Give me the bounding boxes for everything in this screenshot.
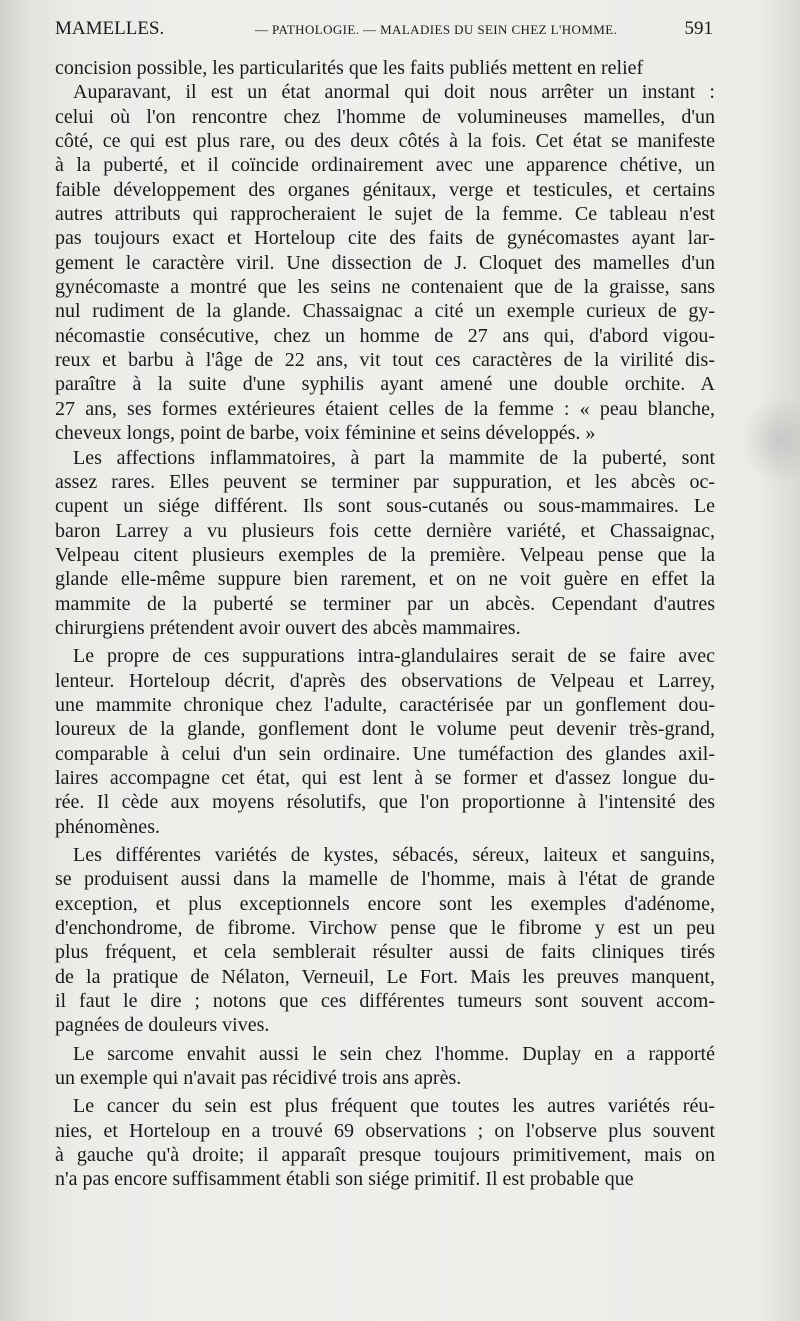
text-line: phénomènes.: [55, 815, 160, 838]
header-subtitle: — PATHOLOGIE. — MALADIES DU SEIN CHEZ L'HOMME.: [255, 22, 618, 37]
text-line: concision possible, les particularités que les faits publiés mettent en relief: [55, 57, 644, 79]
page-stain: [740, 395, 800, 485]
text-line: mammite de la puberté se terminer par un abcès. Cependant d'autres: [55, 592, 715, 615]
text-line: baron Larrey a vu plusieurs fois cette dernière variété, et Chassaignac,: [55, 519, 715, 542]
text-line: un exemple qui n'avait pas récidivé trois ans après.: [55, 1067, 462, 1090]
text-line: se produisent aussi dans la mamelle de l'homme, mais à l'état de grande: [55, 868, 715, 891]
text-line: nécomastie consécutive, chez un homme de 27 ans qui, d'abord vigou-: [55, 324, 715, 347]
text-line: paraître à la suite d'une syphilis ayant amené une double orchite. A: [55, 373, 715, 396]
text-line: exception, et plus exceptionnels encore sont les exemples d'adénome,: [55, 892, 715, 915]
text-line: 27 ans, ses formes extérieures étaient celles de la femme : « peau blanche,: [55, 397, 715, 420]
text-line: Les différentes variétés de kystes, sébacés, séreux, laiteux et sanguins,: [73, 844, 715, 866]
text-line: pas toujours exact et Horteloup cite des faits de gynécomastes ayant lar-: [55, 227, 715, 250]
text-line: plus fréquent, et cela semblerait résulter aussi de faits cliniques tirés: [55, 941, 715, 964]
text-line: chirurgiens prétendent avoir ouvert des abcès mammaires.: [55, 616, 521, 639]
text-line: Velpeau citent plusieurs exemples de la première. Velpeau pense que la: [55, 543, 715, 566]
text-line: d'enchondrome, de fibrome. Virchow pense que le fibrome y est un peu: [55, 917, 715, 940]
text-line: il faut le dire ; notons que ces différentes tumeurs sont souvent accom-: [55, 990, 715, 1013]
text-line: pagnées de douleurs vives.: [55, 1014, 270, 1037]
text-line: assez rares. Elles peuvent se terminer par suppuration, et les abcès oc-: [55, 470, 715, 493]
text-line: comparable à celui d'un sein ordinaire. Une tuméfaction des glandes axil-: [55, 742, 715, 765]
text-line: celui où l'on rencontre chez l'homme de volumineuses mamelles, d'un: [55, 105, 715, 128]
text-line: reux et barbu à l'âge de 22 ans, vit tout ces caractères de la virilité dis-: [55, 349, 715, 372]
text-line: faible développement des organes génitaux, verge et testicules, et certains: [55, 178, 715, 201]
text-line: Le sarcome envahit aussi le sein chez l'homme. Duplay en a rapporté: [73, 1042, 715, 1065]
text-line: Auparavant, il est un état anormal qui doit nous arrêter un instant :: [73, 81, 715, 104]
text-line: cheveux longs, point de barbe, voix féminine et seins développés. »: [55, 422, 596, 445]
text-line: lenteur. Horteloup décrit, d'après des observations de Velpeau et Larrey,: [55, 669, 715, 692]
page-number: 591: [684, 18, 713, 39]
text-line: gement le caractère viril. Une dissection de J. Cloquet des mamelles d'un: [55, 251, 715, 274]
text-line: glande elle-même suppure bien rarement, et on ne voit guère en effet la: [55, 568, 715, 591]
text-line: côté, ce qui est plus rare, ou des deux côtés à la fois. Cet état se manifeste: [55, 130, 715, 153]
text-line: Le propre de ces suppurations intra-glandulaires serait de se faire avec: [73, 645, 715, 668]
text-line: cupent un siége différent. Ils sont sous-cutanés ou sous-mammaires. Le: [55, 495, 715, 518]
text-line: autres attributs qui rapprocheraient le sujet de la femme. Ce tableau n'est: [55, 203, 715, 226]
text-line: à la puberté, et il coïncide ordinairement avec une apparence chétive, un: [55, 154, 715, 177]
text-line: n'a pas encore suffisamment établi son siége primitif. Il est probable que: [55, 1168, 634, 1191]
body-text: [55, 56, 715, 1192]
text-line: gynécomaste a montré que les seins ne contenaient que de la graisse, sans: [55, 276, 715, 299]
text-line: loureux de la glande, gonflement dont le volume peut devenir très-grand,: [55, 718, 715, 741]
running-header: [55, 18, 715, 46]
header-title: MAMELLES.: [55, 18, 165, 39]
text-line: de la pratique de Nélaton, Verneuil, Le Fort. Mais les preuves manquent,: [55, 965, 715, 988]
text-line: à gauche qu'à droite; il apparaît presque toujours primitivement, mais on: [55, 1144, 715, 1167]
text-line: Les affections inflammatoires, à part la mammite de la puberté, sont: [73, 446, 715, 469]
text-line: laires accompagne cet état, qui est lent à se former et d'assez longue du-: [55, 766, 715, 789]
text-line: nul rudiment de la glande. Chassaignac a cité un exemple curieux de gy-: [55, 300, 715, 323]
text-line: une mammite chronique chez l'adulte, caractérisée par un gonflement dou-: [55, 693, 715, 716]
text-line: rée. Il cède aux moyens résolutifs, que l'on proportionne à l'intensité des: [55, 791, 715, 814]
text-line: nies, et Horteloup en a trouvé 69 observations ; on l'observe plus souvent: [55, 1119, 715, 1142]
text-line: Le cancer du sein est plus fréquent que toutes les autres variétés réu-: [73, 1095, 715, 1118]
